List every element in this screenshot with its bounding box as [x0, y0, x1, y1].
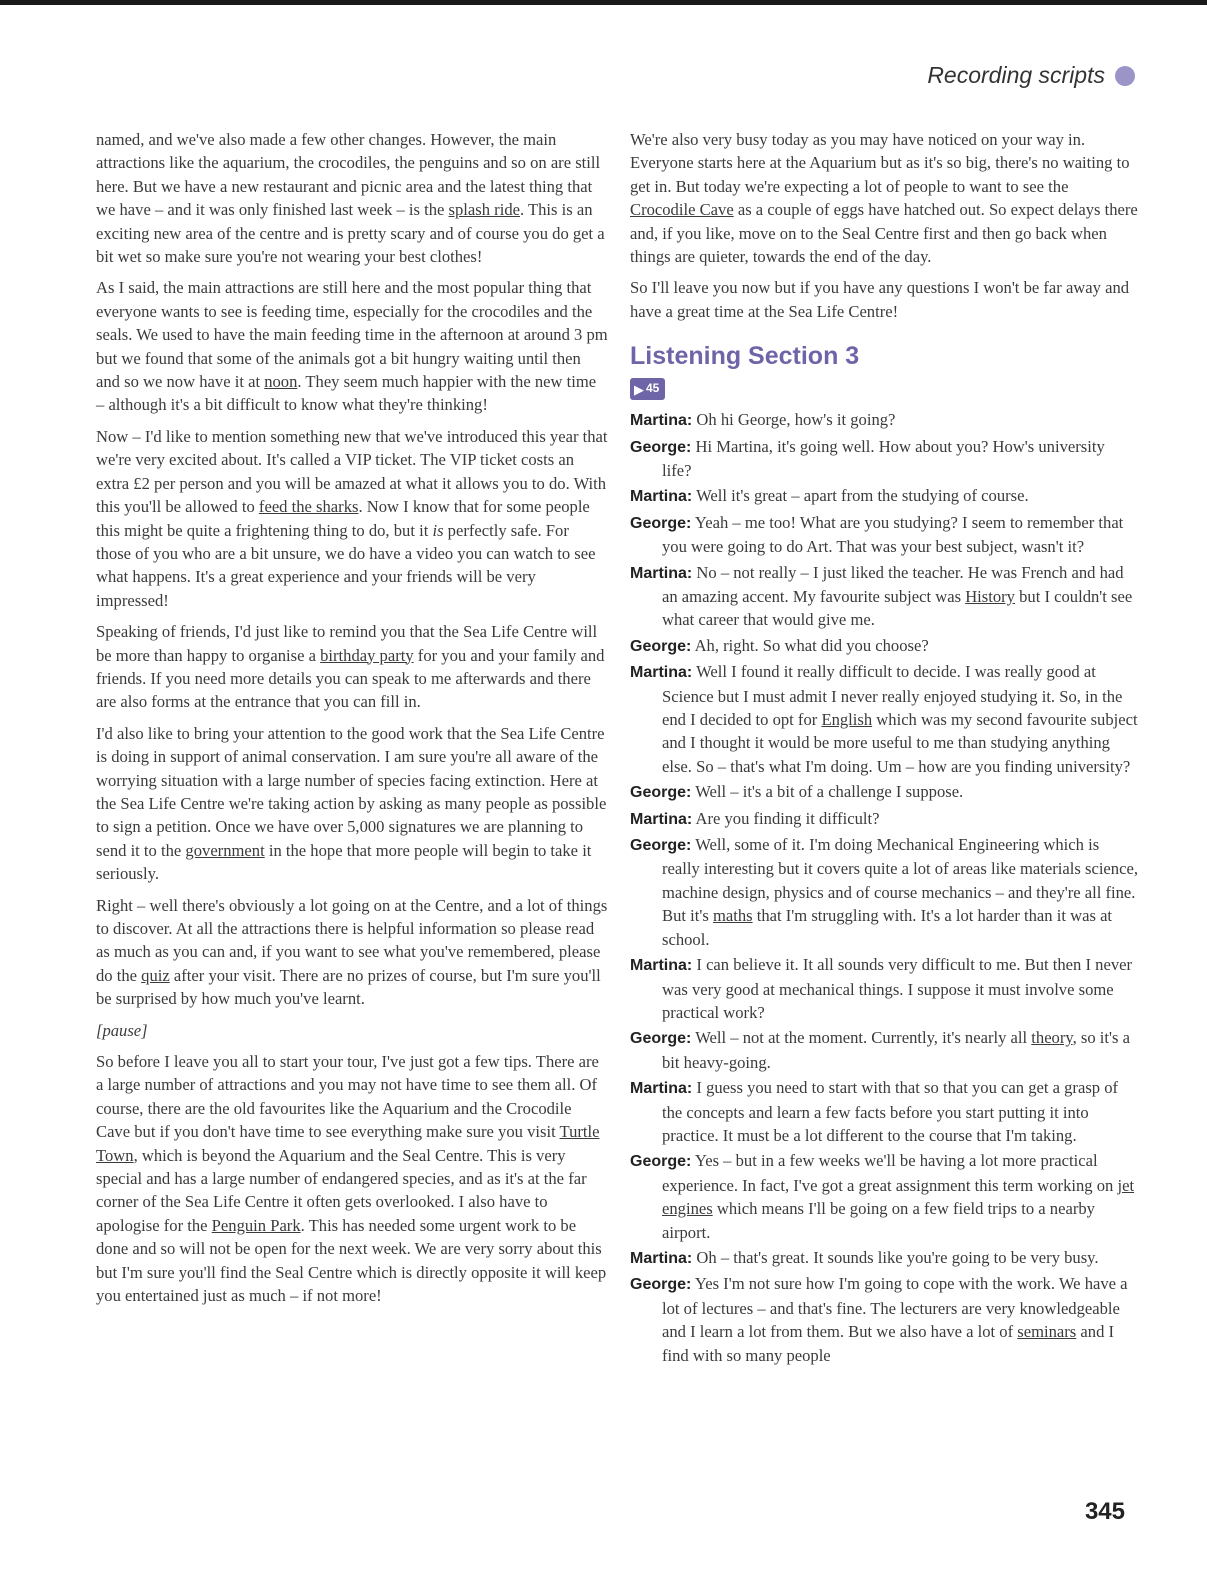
text-run: Yes I'm not sure how I'm going to cope with the work. We have a lot of lectures – and that's fine. The lecturers are very knowledgeable and I learn a lot from them. But we also have a lot of	[662, 1274, 1128, 1342]
speaker-name: George:	[630, 1153, 692, 1171]
speaker-name: Martina:	[630, 564, 693, 582]
text-run: for you and your family and friends. If you need more details you can speak to me afterwards and there are also forms at the entrance that you can fill in.	[96, 645, 605, 712]
text-run: Ah, right. So what did you choose?	[694, 635, 929, 655]
text-run: Well – it's a bit of a challenge I suppose.	[695, 782, 964, 802]
speaker-name: George:	[630, 837, 692, 855]
dialogue-line	[630, 953, 1138, 1024]
page-number: 345	[1084, 1498, 1125, 1525]
left-column	[96, 128, 608, 1316]
underlined-answer: maths	[712, 906, 753, 926]
header-dot-icon	[1115, 66, 1135, 86]
underlined-answer: Turtle Town	[96, 1122, 600, 1165]
dialogue-line	[630, 833, 1138, 951]
underlined-answer: feed the sharks	[258, 497, 359, 517]
text-run: I guess you need to start with that so that you can get a grasp of the concepts and learn a few facts before you start putting it into practice. It must be a lot different to the course that I'm taking.	[662, 1078, 1119, 1145]
text-run: which means I'll be going on a few field trips to a nearby airport.	[662, 1199, 1095, 1242]
underlined-answer: Penguin Park	[211, 1215, 301, 1235]
text-run: . Now I know that for some people this might be quite a frightening thing to do, but it	[96, 497, 590, 540]
text-run: Oh hi George, how's it going?	[696, 410, 896, 430]
paragraph	[96, 1050, 608, 1307]
text-run: Speaking of friends, I'd just like to remind you that the Sea Life Centre will be more than happy to organise a	[96, 622, 598, 665]
dialogue-line	[630, 561, 1138, 632]
text-run: Yes – but in a few weeks we'll be having a lot more practical experience. In fact, I've got a great assignment this term working on	[662, 1151, 1118, 1195]
text-run: No – not really – I just liked the teacher. He was French and had an amazing accent. My favourite subject was	[662, 562, 1124, 606]
text-run: . This has needed some urgent work to be done and so will not be open for the next week. We are very sorry about this but I'm sure you'll find the Seal Centre which is directly opposite it will keep you entertained just as much – if not more!	[96, 1215, 607, 1306]
text-run: Now – I'd like to mention something new that we've introduced this year that we're very excited about. It's called a VIP ticket. The VIP ticket costs an extra £2 per person and you will be amazed at what it allows you to do. With this you'll be allowed to	[96, 426, 608, 517]
underlined-answer: seminars	[1017, 1322, 1077, 1342]
text-run: perfectly safe. For those of you who are a bit unsure, we do have a video you can watch to see what happens. It's a great experience and your friends will be very impressed!	[96, 520, 596, 610]
underlined-answer: quiz	[141, 965, 170, 985]
text-run: Well, some of it. I'm doing Mechanical Engineering which is really interesting but it covers quite a lot of areas like materials science, machine design, physics and of course mechanics – and they're all fine. But it's	[662, 835, 1138, 926]
underlined-answer: noon	[264, 372, 298, 392]
dialogue-line	[630, 435, 1138, 483]
speaker-name: Martina:	[630, 1080, 693, 1098]
speaker-name: George:	[630, 637, 692, 655]
dialogue-line	[630, 807, 1138, 831]
paragraph	[96, 620, 608, 714]
text-run: Yeah – me too! What are you studying? I seem to remember that you were going to do Art. That was your best subject, wasn't it?	[662, 512, 1124, 557]
text-run: We're also very busy today as you may have noticed on your way in. Everyone starts here at the Aquarium but as it's so big, there's no waiting to get in. But today we're expecting a lot of people to want to see the	[630, 130, 1130, 196]
header-title: Recording scripts	[927, 62, 1105, 88]
paragraph	[630, 276, 1138, 323]
text-run: Are you finding it difficult?	[695, 808, 880, 828]
text-run: I can believe it. It all sounds very difficult to me. But then I never was very good at mechanical things. I suppose it must involve some practical work?	[662, 955, 1133, 1022]
text-run: Well it's great – apart from the studying of course.	[696, 486, 1029, 506]
text-run: As I said, the main attractions are still here and the most popular thing that everyone wants to see is feeding time, especially for the crocodiles and the seals. We used to have the main feeding time in the afternoon at around 3 pm but we found that some of the animals got a bit hungry waiting until then and so we now have it at	[96, 278, 608, 392]
dialogue-line	[630, 1076, 1138, 1147]
dialogue-line	[630, 1149, 1138, 1244]
underlined-answer: jet engines	[662, 1175, 1135, 1219]
text-run: in the hope that more people will begin to take it seriously.	[96, 840, 592, 884]
text-run: Oh – that's great. It sounds like you're going to be very busy.	[696, 1247, 1099, 1267]
text-run: Right – well there's obviously a lot going on at the Centre, and a lot of things to discover. At all the attractions there is helpful information so please read as much as you can and, if you want to see what you've remembered, please do the	[96, 895, 608, 985]
dialogue-line	[630, 1272, 1138, 1367]
text-run: Well I found it really difficult to decide. I was really good at Science but I must admit I never really enjoyed studying it. So, in the end I decided to opt for	[662, 662, 1123, 730]
dialogue-line	[630, 780, 1138, 804]
top-border	[0, 0, 1207, 5]
dialogue-line	[630, 660, 1138, 778]
text-run: . They seem much happier with the new time – although it's a bit difficult to know what they're thinking!	[96, 372, 597, 415]
paragraph	[96, 276, 608, 416]
pause-marker	[96, 1019, 608, 1042]
text-run: but I couldn't see what career that would give me.	[662, 587, 1133, 630]
speaker-name: George:	[630, 514, 692, 532]
speaker-name: George:	[630, 438, 692, 456]
text-run: Hi Martina, it's going well. How about you? How's university life?	[662, 436, 1105, 480]
underlined-answer: Crocodile Cave	[630, 200, 734, 220]
dialogue-line	[630, 1026, 1138, 1074]
dialogue-line	[630, 484, 1138, 508]
text-run: that I'm struggling with. It's a lot harder than it was at school.	[662, 906, 1113, 949]
text-run: . This is an exciting new area of the centre and is pretty scary and of course you do get a bit wet so make sure you're not wearing your best clothes!	[96, 200, 605, 267]
text-run: and I find with so many people	[662, 1322, 1115, 1365]
paragraph	[630, 128, 1138, 268]
speaker-name: Martina:	[630, 1249, 693, 1267]
speaker-name: Martina:	[630, 412, 693, 430]
text-run: , which is beyond the Aquarium and the Seal Centre. This is very special and has a large number of endangered species, and as it's at the far corner of the Sea Life Centre it often gets overlooked. I also have to apologise for the	[96, 1145, 587, 1235]
underlined-answer: splash ride	[448, 200, 520, 220]
text-run: I'd also like to bring your attention to the good work that the Sea Life Centre is doing in support of animal conservation. I am sure you're all aware of the worrying situation with a large number of species facing extinction. Here at the Sea Life Centre we're taking action by asking as many people as possible to sign a petition. Once we have over 5,000 signatures we are planning to send it to the	[96, 723, 607, 860]
paragraph	[96, 722, 608, 886]
underlined-answer: government	[185, 840, 265, 860]
text-run: So before I leave you all to start your tour, I've just got a few tips. There are a large number of attractions and you may not have time to see them all. Of course, there are the old favourites like the Aquarium and the Crocodile Cave but if you don't have time to see everything make sure you visit	[96, 1052, 599, 1142]
underlined-answer: English	[821, 710, 873, 730]
speaker-name: George:	[630, 1276, 692, 1294]
audio-track-badge[interactable]	[630, 378, 665, 400]
running-header	[927, 62, 1135, 89]
right-intro	[630, 128, 1138, 323]
speaker-name: Martina:	[630, 488, 693, 506]
text-run: named, and we've also made a few other changes. However, the main attractions like the aquarium, the crocodiles, the penguins and so on are still here. But we have a new restaurant and picnic area and the latest thing that we have – and it was only finished last week – is the	[96, 130, 601, 220]
dialogue-line	[630, 408, 1138, 432]
speaker-name: Martina:	[630, 664, 693, 682]
text-run: which was my second favourite subject and I thought it would be more useful to me than studying anything else. So – that's what I'm doing. Um – how are you finding university?	[662, 710, 1138, 776]
text-run: , so it's a bit heavy-going.	[662, 1028, 1130, 1072]
underlined-answer: birthday party	[320, 645, 414, 665]
text-run: as a couple of eggs have hatched out. So expect delays there and, if you like, move on to the Seal Centre first and then go back when things are quieter, towards the end of the day.	[630, 200, 1138, 267]
speaker-name: George:	[630, 784, 692, 802]
underlined-answer: theory	[1031, 1028, 1073, 1048]
text-run: So I'll leave you now but if you have any questions I won't be far away and have a great time at the Sea Life Centre!	[630, 278, 1130, 321]
paragraph	[96, 894, 608, 1011]
paragraph	[96, 128, 608, 268]
text-run: [pause]	[96, 1020, 148, 1040]
speaker-name: Martina:	[630, 957, 693, 975]
play-icon: ▶	[634, 381, 644, 397]
right-column	[630, 128, 1138, 1369]
text-run: Well – not at the moment. Currently, it's nearly all	[695, 1028, 1032, 1048]
dialogue-line	[630, 1246, 1138, 1270]
dialogue-line	[630, 511, 1138, 559]
speaker-name: George:	[630, 1030, 692, 1048]
paragraph	[96, 425, 608, 612]
section-title: Listening Section 3	[630, 342, 860, 371]
dialogue	[630, 408, 1138, 1367]
underlined-answer: History	[965, 587, 1015, 606]
track-number: 45	[646, 381, 660, 396]
text-run: is	[432, 520, 444, 540]
speaker-name: Martina:	[630, 810, 693, 828]
text-run: after your visit. There are no prizes of course, but I'm sure you'll be surprised by how much you've learnt.	[96, 965, 601, 1009]
dialogue-line	[630, 634, 1138, 658]
